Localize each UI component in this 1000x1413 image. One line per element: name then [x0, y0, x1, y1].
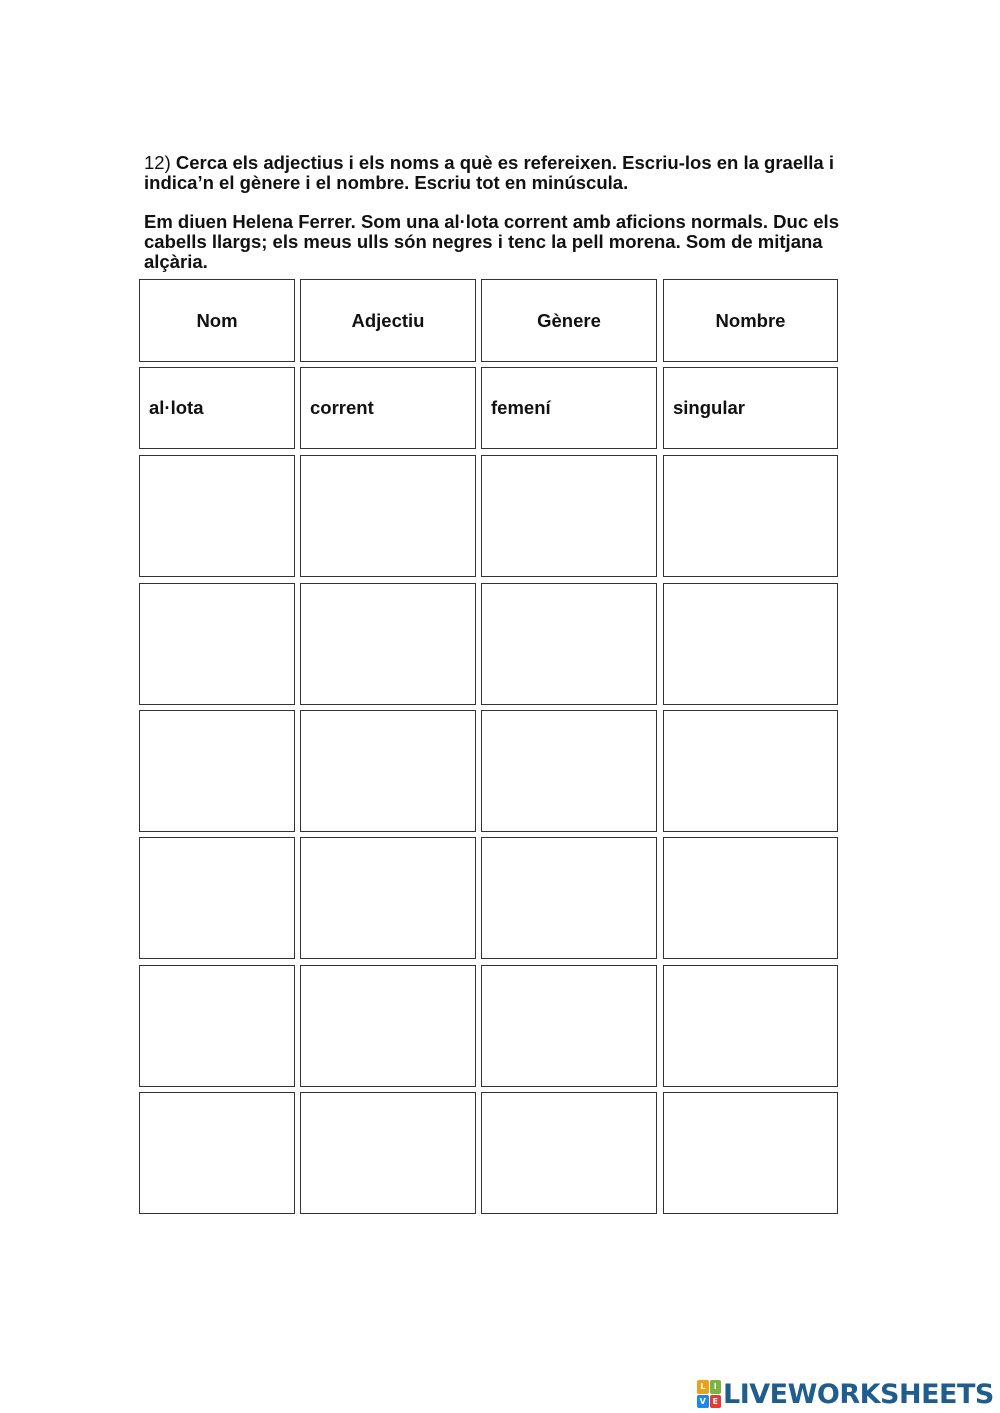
- example-cell-adjectiu: corrent: [300, 367, 476, 449]
- answer-input-adjectiu[interactable]: [301, 584, 475, 704]
- answer-cell: [663, 455, 838, 577]
- logo-badge-letter: L: [697, 1380, 709, 1394]
- answer-input-adjectiu[interactable]: [301, 966, 475, 1086]
- logo-badge-letter: E: [710, 1395, 722, 1409]
- answer-input-nombre[interactable]: [664, 711, 837, 831]
- answer-input-genere[interactable]: [482, 456, 656, 576]
- logo-text: LIVEWORKSHEETS: [723, 1378, 994, 1410]
- answer-cell: [481, 1092, 657, 1214]
- answer-input-adjectiu[interactable]: [301, 838, 475, 958]
- answer-cell: [300, 1092, 476, 1214]
- answer-input-nom[interactable]: [140, 584, 294, 704]
- answer-cell: [481, 455, 657, 577]
- answer-input-nombre[interactable]: [664, 584, 837, 704]
- answer-cell: [300, 583, 476, 705]
- answer-cell: [139, 583, 295, 705]
- answer-cell: [663, 1092, 838, 1214]
- answer-input-adjectiu[interactable]: [301, 1093, 475, 1213]
- answer-cell: [139, 965, 295, 1087]
- example-cell-nombre: singular: [663, 367, 838, 449]
- answer-cell: [481, 837, 657, 959]
- answer-input-genere[interactable]: [482, 838, 656, 958]
- logo-badge-letter: V: [697, 1395, 709, 1409]
- answer-cell: [481, 965, 657, 1087]
- answer-input-nom[interactable]: [140, 456, 294, 576]
- logo-badge-letter: I: [710, 1380, 722, 1394]
- answer-input-genere[interactable]: [482, 966, 656, 1086]
- exercise-instructions: [144, 153, 864, 193]
- answer-input-genere[interactable]: [482, 1093, 656, 1213]
- answer-cell: [663, 965, 838, 1087]
- exercise-instruction-text: Cerca els adjectius i els noms a què es refereixen. Escriu-los en la graella i indica’n el gènere i el nombre. Escriu tot en minúscula.: [144, 152, 834, 193]
- example-cell-genere: femení: [481, 367, 657, 449]
- answer-input-nom[interactable]: [140, 966, 294, 1086]
- answer-input-nombre[interactable]: [664, 456, 837, 576]
- header-cell-nombre: Nombre: [663, 279, 838, 362]
- answer-cell: [300, 965, 476, 1087]
- answer-cell: [139, 837, 295, 959]
- answer-input-genere[interactable]: [482, 711, 656, 831]
- answer-cell: [300, 710, 476, 832]
- answer-cell: [481, 710, 657, 832]
- answer-input-nom[interactable]: [140, 838, 294, 958]
- answer-input-adjectiu[interactable]: [301, 456, 475, 576]
- answer-cell: [663, 837, 838, 959]
- header-cell-nom: Nom: [139, 279, 295, 362]
- answer-input-nombre[interactable]: [664, 1093, 837, 1213]
- answer-input-nom[interactable]: [140, 711, 294, 831]
- answer-cell: [139, 710, 295, 832]
- answer-input-adjectiu[interactable]: [301, 711, 475, 831]
- answer-cell: [139, 455, 295, 577]
- example-cell-nom: al·lota: [139, 367, 295, 449]
- answer-cell: [139, 1092, 295, 1214]
- answer-cell: [663, 710, 838, 832]
- header-cell-genere: Gènere: [481, 279, 657, 362]
- answer-cell: [481, 583, 657, 705]
- answer-cell: [300, 455, 476, 577]
- logo-badge-icon: [697, 1380, 721, 1408]
- answer-cell: [663, 583, 838, 705]
- exercise-number: 12): [144, 152, 171, 173]
- answer-input-genere[interactable]: [482, 584, 656, 704]
- answer-input-nombre[interactable]: [664, 966, 837, 1086]
- header-cell-adjectiu: Adjectiu: [300, 279, 476, 362]
- answer-input-nombre[interactable]: [664, 838, 837, 958]
- liveworksheets-logo: [697, 1377, 994, 1411]
- answer-cell: [300, 837, 476, 959]
- exercise-passage: Em diuen Helena Ferrer. Som una al·lota corrent amb aficions normals. Duc els cabells llargs; els meus ulls són negres i tenc la pell morena. Som de mitjana alçària.: [144, 211, 839, 272]
- answer-input-nom[interactable]: [140, 1093, 294, 1213]
